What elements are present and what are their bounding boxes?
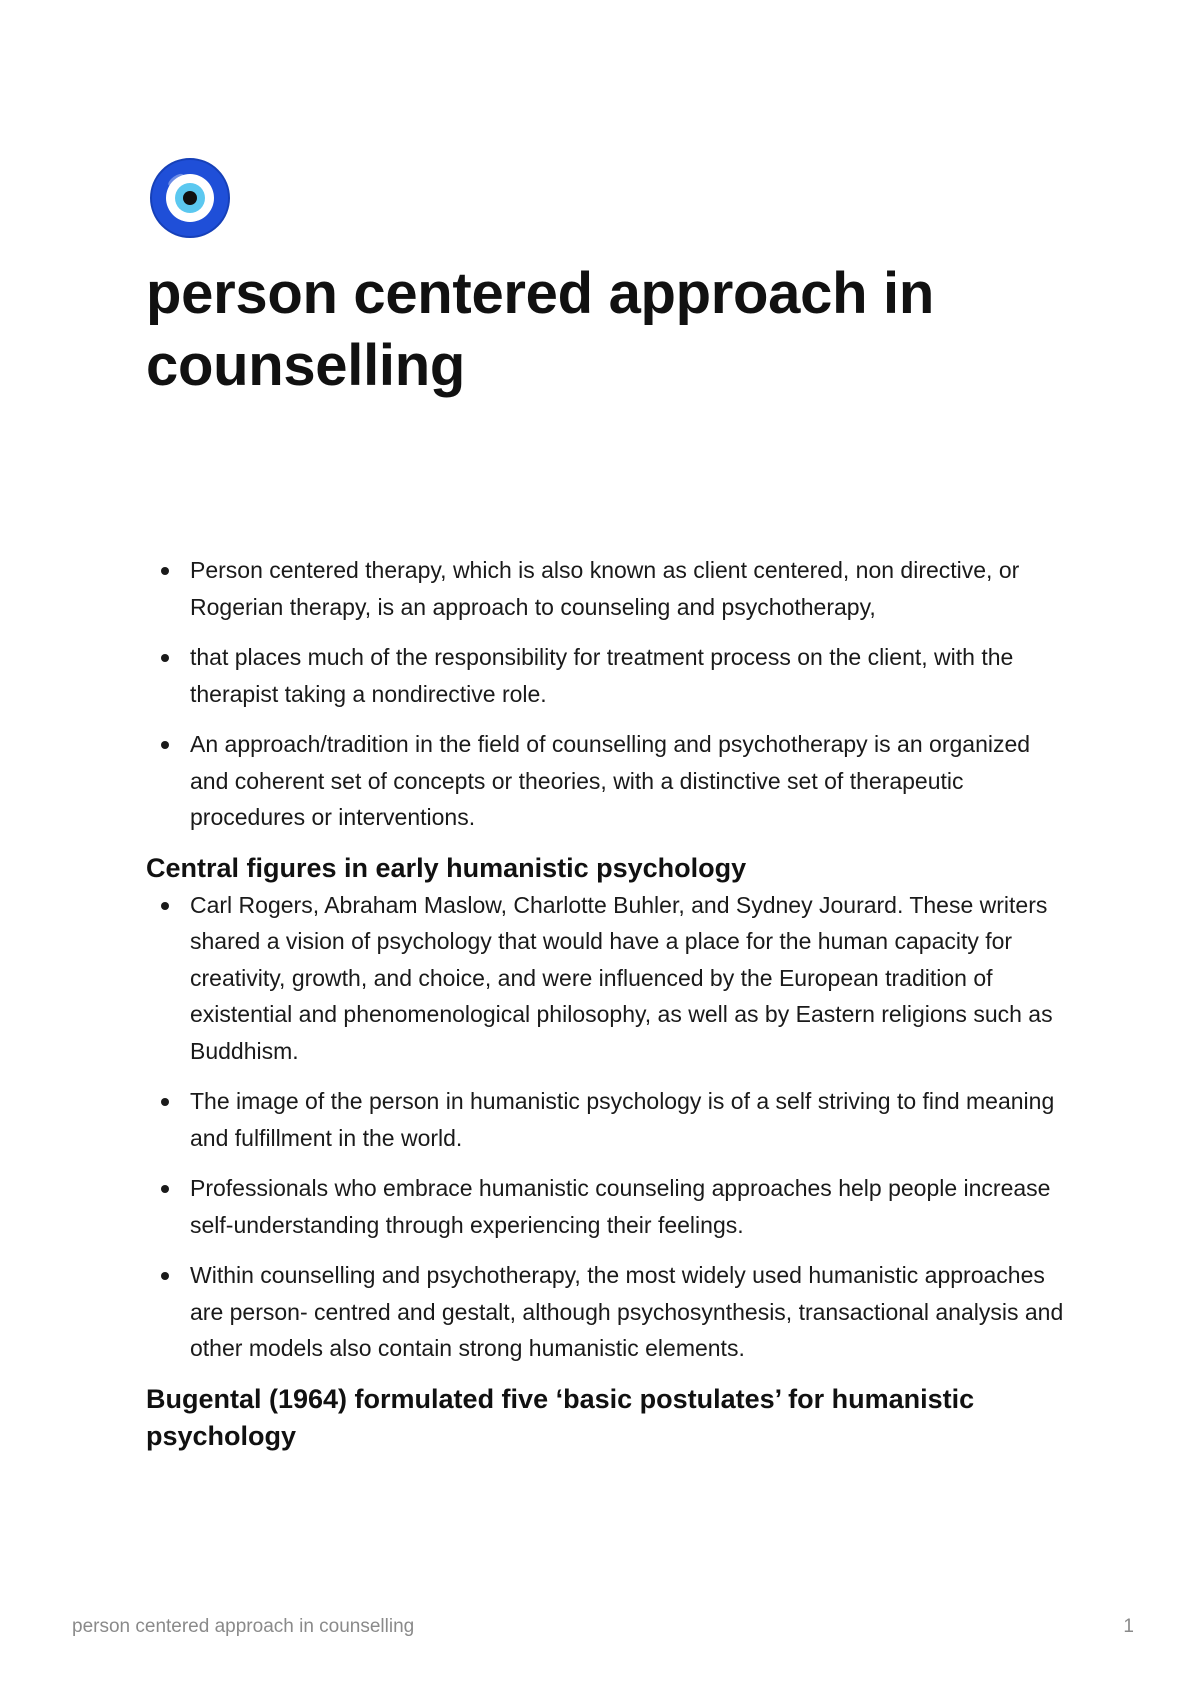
central-figures-bullet-list <box>146 887 1066 1367</box>
list-item: Person centered therapy, which is also known as client centered, non directive, or Rogerian therapy, is an approach to counseling and psychotherapy, <box>146 552 1066 625</box>
nazar-evil-eye-icon <box>150 158 230 238</box>
list-item: that places much of the responsibility for treatment process on the client, with the therapist taking a nondirective role. <box>146 639 1066 712</box>
list-item: An approach/tradition in the field of counselling and psychotherapy is an organized and coherent set of concepts or theories, with a distinctive set of therapeutic procedures or interventions. <box>146 726 1066 836</box>
section-heading-central-figures: Central figures in early humanistic psychology <box>146 852 747 883</box>
list-item: The image of the person in humanistic psychology is of a self striving to find meaning and fulfillment in the world. <box>146 1083 1066 1156</box>
document-body <box>146 552 1066 1455</box>
list-item: Within counselling and psychotherapy, the most widely used humanistic approaches are person- centred and gestalt, although psychosynthesis, transactional analysis and other models also contain strong humanistic elements. <box>146 1257 1066 1367</box>
intro-bullet-list <box>146 552 1066 836</box>
page-number: 1 <box>1123 1616 1134 1637</box>
footer-title: person centered approach in counselling <box>72 1616 415 1637</box>
list-item: Carl Rogers, Abraham Maslow, Charlotte Buhler, and Sydney Jourard. These writers shared a vision of psychology that would have a place for the human capacity for creativity, growth, and choice, and were influenced by the European tradition of existential and phenomenological philosophy, as well as by Eastern religions such as Buddhism. <box>146 887 1066 1070</box>
list-item: Professionals who embrace humanistic counseling approaches help people increase self-understanding through experiencing their feelings. <box>146 1170 1066 1243</box>
section-heading-bugental: Bugental (1964) formulated five ‘basic postulates’ for humanistic psychology <box>146 1383 975 1451</box>
document-title: person centered approach in counselling <box>146 261 934 398</box>
